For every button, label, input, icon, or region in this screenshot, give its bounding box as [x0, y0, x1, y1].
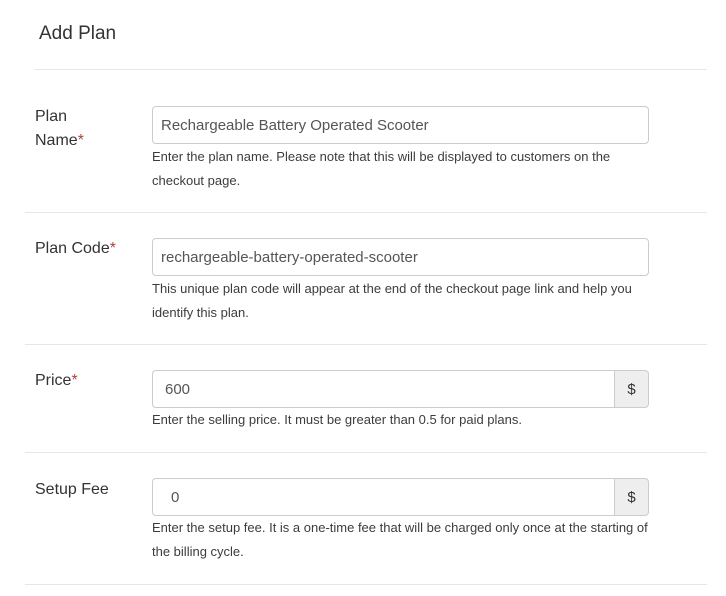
section-divider-4: [25, 584, 707, 585]
price-label-text: Price: [35, 372, 72, 389]
section-divider-2: [25, 344, 707, 345]
price-label: [35, 369, 78, 393]
required-marker: *: [109, 240, 116, 257]
price-input[interactable]: [152, 370, 614, 408]
plan-name-label: [35, 105, 84, 153]
plan-code-label-text: Plan Code: [35, 240, 110, 257]
plan-name-help: Enter the plan name. Please note that this will be displayed to customers on the checkout page.: [152, 149, 611, 188]
required-marker: *: [77, 132, 84, 149]
section-divider-1: [25, 212, 707, 213]
plan-code-input[interactable]: [152, 238, 649, 276]
setup-fee-input[interactable]: [152, 478, 614, 516]
price-input-group: [152, 370, 649, 408]
plan-code-label: [35, 237, 116, 261]
required-marker: *: [71, 372, 78, 389]
setup-fee-label: [35, 478, 109, 502]
setup-fee-label-text: Setup Fee: [35, 481, 109, 498]
setup-fee-input-group: [152, 478, 649, 516]
header-divider: [35, 69, 707, 70]
setup-fee-currency-addon: $: [614, 478, 649, 516]
plan-name-input[interactable]: [152, 106, 649, 144]
plan-code-help: This unique plan code will appear at the end of the checkout page link and help you identify this plan.: [152, 281, 632, 320]
price-currency-addon: $: [614, 370, 649, 408]
plan-name-label-line2: Name: [35, 132, 78, 149]
price-help: Enter the selling price. It must be greater than 0.5 for paid plans.: [152, 412, 522, 427]
section-divider-3: [25, 452, 707, 453]
setup-fee-help: Enter the setup fee. It is a one-time fee that will be charged only once at the starting of the billing cycle.: [152, 520, 648, 559]
page-title: Add Plan: [39, 23, 117, 44]
plan-name-label-line1: Plan: [35, 108, 68, 125]
